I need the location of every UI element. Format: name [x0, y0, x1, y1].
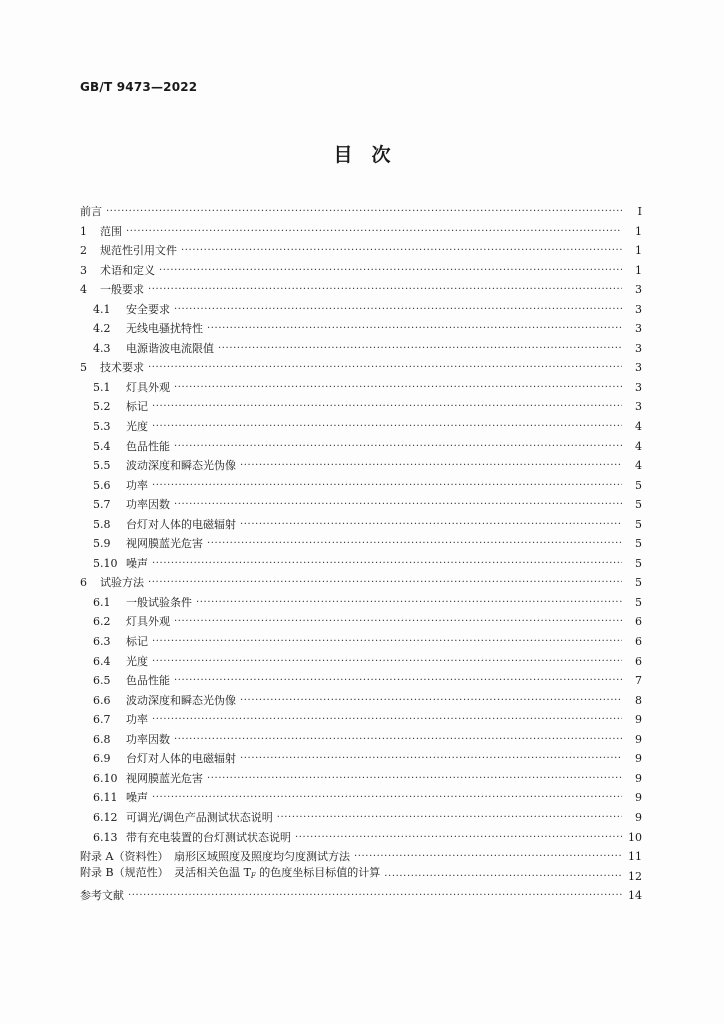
- dot-leader: [240, 749, 622, 769]
- toc-entry[interactable]: [80, 534, 642, 554]
- toc-entry[interactable]: [80, 358, 642, 378]
- toc-entry[interactable]: [80, 339, 642, 359]
- toc-entry[interactable]: [80, 554, 642, 574]
- toc-entry[interactable]: [80, 573, 642, 593]
- toc-entry[interactable]: [80, 652, 642, 672]
- toc-entry[interactable]: [80, 788, 642, 808]
- toc-entry-page-number: 9: [635, 791, 642, 805]
- toc-entry[interactable]: [80, 397, 642, 417]
- toc-entry[interactable]: [80, 261, 642, 281]
- toc-entry-label: 安全要求: [126, 302, 170, 316]
- toc-entry[interactable]: [80, 476, 642, 496]
- dot-leader: [277, 808, 622, 828]
- toc-entry-label: 功率: [126, 713, 148, 727]
- toc-entry-label: 参考文献: [80, 889, 124, 903]
- dot-leader: [174, 671, 622, 691]
- toc-entry-number: 6.11: [93, 791, 118, 805]
- toc-entry[interactable]: [80, 749, 642, 769]
- toc-entry-label: 功率因数: [126, 498, 170, 512]
- dot-leader: [218, 339, 622, 359]
- toc-entry-label: 功率因数: [126, 732, 170, 746]
- toc-entry-label: 光度: [126, 654, 148, 668]
- toc-entry-number: 4: [80, 283, 87, 297]
- toc-entry-label: 标记: [126, 400, 148, 414]
- dot-leader: [181, 241, 622, 261]
- dot-leader: [207, 769, 622, 789]
- toc-entry-label: 带有充电装置的台灯测试状态说明: [126, 830, 291, 844]
- toc-entry-page-number: 5: [635, 517, 642, 531]
- dot-leader: [159, 261, 622, 281]
- toc-entry-page-number: 3: [635, 361, 642, 375]
- toc-entry-page-number: I: [637, 205, 642, 218]
- toc-entry-number: 6.2: [93, 615, 111, 629]
- toc-entry-label: 噪声: [126, 791, 148, 805]
- toc-entry-subscript: F: [250, 871, 256, 880]
- toc-entry-number: 6.10: [93, 771, 118, 785]
- toc-entry-page-number: 4: [635, 439, 642, 453]
- dot-leader: [152, 710, 622, 730]
- toc-entry-number: 5.6: [93, 478, 111, 492]
- toc-entry-page-number: 4: [635, 459, 642, 473]
- toc-entry-label: 台灯对人体的电磁辐射: [126, 517, 236, 531]
- toc-entry-page-number: 5: [635, 595, 642, 609]
- toc-entry-label: 视网膜蓝光危害: [126, 537, 203, 551]
- toc-entry-page-number: 12: [628, 869, 642, 883]
- toc-entry-page-number: 9: [635, 732, 642, 746]
- dot-leader: [152, 652, 622, 672]
- toc-entry-number: 5: [80, 361, 87, 375]
- dot-leader: [207, 319, 622, 339]
- toc-entry-label: 功率: [126, 478, 148, 492]
- toc-entry[interactable]: [80, 710, 642, 730]
- toc-entry-number: 6.9: [93, 752, 111, 766]
- dot-leader: [152, 554, 622, 574]
- toc-entry-page-number: 1: [635, 263, 642, 277]
- toc-entry[interactable]: [80, 769, 642, 789]
- toc-entry[interactable]: [80, 593, 642, 613]
- toc-entry-page-number: 5: [635, 556, 642, 570]
- dot-leader: [152, 788, 622, 808]
- toc-entry-page-number: 9: [635, 713, 642, 727]
- dot-leader: [152, 632, 622, 652]
- toc-entry-number: 4.2: [93, 322, 111, 336]
- toc-entry-page-number: 6: [635, 654, 642, 668]
- dot-leader: [128, 886, 622, 906]
- toc-entry[interactable]: [80, 632, 642, 652]
- dot-leader: [174, 378, 622, 398]
- toc-entry-number: 5.5: [93, 459, 111, 473]
- toc-entry-page-number: 5: [635, 478, 642, 492]
- toc-entry-page-number: 5: [635, 537, 642, 551]
- toc-entry-page-number: 1: [635, 224, 642, 238]
- toc-entry-page-number: 5: [635, 498, 642, 512]
- toc-entry-label: 无线电骚扰特性: [126, 322, 203, 336]
- toc-entry-label: 灯具外观: [126, 380, 170, 394]
- toc-entry-label: 光度: [126, 420, 148, 434]
- toc-entry[interactable]: [80, 222, 642, 242]
- dot-leader: [174, 437, 622, 457]
- toc-entry-label: 色品性能: [126, 674, 170, 688]
- toc-entry-number: 6.5: [93, 674, 111, 688]
- toc-entry-page-number: 14: [628, 889, 642, 903]
- toc-entry[interactable]: [80, 808, 642, 828]
- toc-entry-page-number: 4: [635, 420, 642, 434]
- toc-entry-page-number: 7: [635, 674, 642, 688]
- toc-entry-number: 5.7: [93, 498, 111, 512]
- toc-entry-label: 一般要求: [100, 283, 144, 297]
- toc-entry[interactable]: [80, 378, 642, 398]
- table-of-contents: [80, 202, 642, 906]
- toc-entry-number: 3: [80, 263, 87, 277]
- toc-entry-number: 6.13: [93, 830, 118, 844]
- toc-entry[interactable]: [80, 671, 642, 691]
- dot-leader: [174, 730, 622, 750]
- toc-entry[interactable]: [80, 612, 642, 632]
- toc-entry-label: 术语和定义: [100, 263, 155, 277]
- toc-entry[interactable]: [80, 691, 642, 711]
- dot-leader: [126, 222, 622, 242]
- toc-entry-label: 色品性能: [126, 439, 170, 453]
- toc-entry[interactable]: [80, 319, 642, 339]
- toc-entry-label: 电源谐波电流限值: [126, 341, 214, 355]
- toc-entry[interactable]: [80, 886, 642, 906]
- toc-entry-number: 5.9: [93, 537, 111, 551]
- toc-entry-page-number: 6: [635, 615, 642, 629]
- toc-entry[interactable]: [80, 417, 642, 437]
- toc-entry-page-number: 6: [635, 635, 642, 649]
- toc-entry-page-number: 3: [635, 341, 642, 355]
- toc-entry-label: 前言: [80, 205, 102, 218]
- toc-entry[interactable]: [80, 456, 642, 476]
- page-title: 目 次: [333, 144, 391, 166]
- toc-entry-label: 噪声: [126, 556, 148, 570]
- toc-entry[interactable]: [80, 730, 642, 750]
- dot-leader: [152, 397, 622, 417]
- toc-entry-number: 5.10: [93, 556, 118, 570]
- standard-code: GB/T 9473—2022: [80, 80, 198, 94]
- dot-leader: [152, 417, 622, 437]
- toc-entry-number: 4.3: [93, 341, 111, 355]
- toc-entry[interactable]: [80, 300, 642, 320]
- toc-entry-number: 2: [80, 244, 87, 258]
- toc-entry-label: 附录 B（规范性） 灵活相关色温 $T_F$ 的色度坐标目标值的计算: [80, 865, 381, 880]
- toc-entry-label: 附录 A（资料性） 扇形区域照度及照度均匀度测试方法: [80, 850, 350, 864]
- dot-leader: [354, 847, 622, 867]
- dot-leader: [152, 476, 622, 496]
- dot-leader: [148, 358, 622, 378]
- toc-entry-label: 规范性引用文件: [100, 244, 177, 258]
- toc-entry-number: 6.12: [93, 810, 118, 824]
- toc-entry-label: 可调光/调色产品测试状态说明: [126, 810, 273, 824]
- toc-entry[interactable]: [80, 828, 642, 848]
- toc-entry-number: 6: [80, 576, 87, 590]
- toc-entry-number: 1: [80, 224, 87, 238]
- toc-entry-page-number: 9: [635, 752, 642, 766]
- toc-entry-label: 波动深度和瞬态光伪像: [126, 693, 236, 707]
- dot-leader: [295, 828, 622, 848]
- dot-leader: [148, 280, 622, 300]
- toc-entry-number: 6.6: [93, 693, 111, 707]
- toc-entry-number: 4.1: [93, 302, 111, 316]
- toc-entry-page-number: 1: [635, 244, 642, 258]
- toc-entry-page-number: 11: [628, 850, 642, 864]
- toc-entry[interactable]: [80, 280, 642, 300]
- dot-leader: [148, 573, 622, 593]
- toc-entry-number: 6.1: [93, 595, 111, 609]
- dot-leader: [384, 867, 622, 887]
- toc-entry-number: 5.4: [93, 439, 111, 453]
- toc-entry-label: 灯具外观: [126, 615, 170, 629]
- toc-entry-number: 5.1: [93, 380, 111, 394]
- toc-entry-label: 范围: [100, 224, 122, 238]
- toc-entry-page-number: 3: [635, 302, 642, 316]
- dot-leader: [240, 456, 622, 476]
- toc-entry-number: 6.4: [93, 654, 111, 668]
- dot-leader: [196, 593, 622, 613]
- toc-entry-number: 5.2: [93, 400, 111, 414]
- toc-entry-label: 试验方法: [100, 576, 144, 590]
- dot-leader: [174, 495, 622, 515]
- toc-entry-number: 6.8: [93, 732, 111, 746]
- toc-entry-page-number: 3: [635, 400, 642, 414]
- toc-entry-page-number: 9: [635, 771, 642, 785]
- toc-entry-label: 视网膜蓝光危害: [126, 771, 203, 785]
- toc-entry-page-number: 9: [635, 810, 642, 824]
- dot-leader: [240, 515, 622, 535]
- dot-leader: [174, 300, 622, 320]
- toc-entry-page-number: 3: [635, 283, 642, 297]
- dot-leader: [207, 534, 622, 554]
- toc-entry-page-number: 5: [635, 576, 642, 590]
- dot-leader: [106, 202, 622, 222]
- toc-entry-number: 6.7: [93, 713, 111, 727]
- toc-entry[interactable]: [80, 495, 642, 515]
- toc-entry-page-number: 3: [635, 322, 642, 336]
- toc-entry[interactable]: [80, 437, 642, 457]
- toc-entry-number: 6.3: [93, 635, 111, 649]
- toc-entry-number: 5.8: [93, 517, 111, 531]
- toc-entry[interactable]: [80, 515, 642, 535]
- toc-entry-page-number: 3: [635, 380, 642, 394]
- toc-entry-label: 波动深度和瞬态光伪像: [126, 459, 236, 473]
- toc-entry-label: 技术要求: [100, 361, 144, 375]
- toc-entry-page-number: 10: [628, 830, 642, 844]
- toc-entry-number: 5.3: [93, 420, 111, 434]
- toc-entry-label: 一般试验条件: [126, 595, 192, 609]
- toc-entry-label: 标记: [126, 635, 148, 649]
- toc-entry[interactable]: [80, 202, 642, 222]
- toc-entry-label: 台灯对人体的电磁辐射: [126, 752, 236, 766]
- dot-leader: [240, 691, 622, 711]
- toc-entry-page-number: 8: [635, 693, 642, 707]
- dot-leader: [174, 612, 622, 632]
- toc-entry[interactable]: [80, 867, 642, 887]
- toc-entry[interactable]: [80, 241, 642, 261]
